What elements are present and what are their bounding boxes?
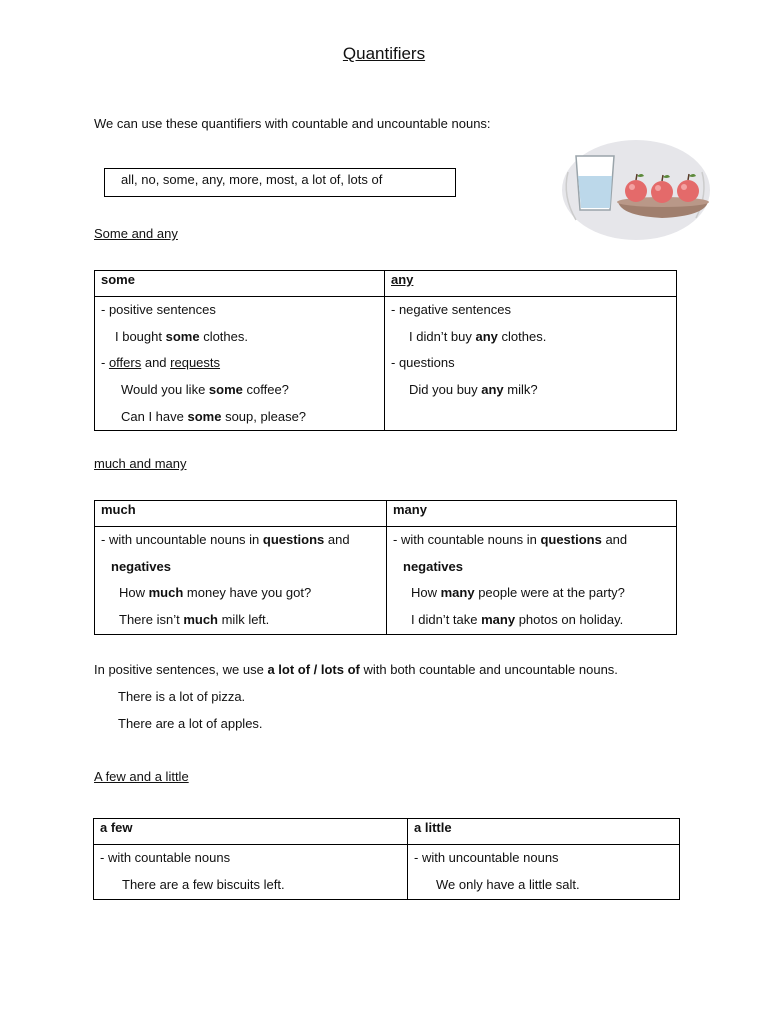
table-header-a-little: a little — [408, 819, 680, 845]
table-cell-any — [385, 297, 677, 431]
glass-and-apples-illustration-icon — [556, 136, 716, 248]
section-heading-some-any: Some and any — [94, 226, 178, 241]
example-sentence: We only have a little salt. — [436, 876, 580, 892]
list-item: - negative sentences — [391, 302, 511, 317]
example-sentence: I bought some clothes. — [115, 328, 248, 344]
some-any-table — [94, 270, 677, 431]
quantifier-list: all, no, some, any, more, most, a lot of, lots of — [121, 172, 383, 187]
table-cell-many — [387, 527, 677, 635]
example-sentence: Did you buy any milk? — [409, 382, 538, 398]
table-header-any: any — [385, 271, 677, 297]
example-sentence: How many people were at the party? — [411, 585, 625, 601]
much-many-table — [94, 500, 677, 635]
list-item: - with uncountable nouns in questions and — [101, 532, 350, 547]
table-cell-a-little — [408, 845, 680, 900]
list-item: negatives — [403, 558, 463, 574]
intro-text: We can use these quantifiers with countable and uncountable nouns: — [94, 116, 491, 131]
table-header-much: much — [95, 501, 387, 527]
list-item: - with countable nouns in questions and — [393, 532, 628, 547]
list-item: - with uncountable nouns — [414, 850, 559, 865]
example-sentence: There are a few biscuits left. — [122, 876, 285, 892]
list-item: - with countable nouns — [100, 850, 231, 865]
example-sentence: I didn’t buy any clothes. — [409, 328, 547, 344]
table-header-some: some — [95, 271, 385, 297]
table-header-a-few: a few — [94, 819, 408, 845]
list-item: - offers and requests — [101, 355, 221, 371]
lots-of-paragraph: In positive sentences, we use a lot of / lots of with both countable and uncountable nouns. — [94, 662, 618, 677]
table-cell-much — [95, 527, 387, 635]
quantifier-list-box — [104, 168, 456, 197]
example-sentence: How much money have you got? — [119, 585, 312, 601]
table-cell-a-few — [94, 845, 408, 900]
example-sentence: There isn’t much milk left. — [119, 612, 270, 628]
table-header-many: many — [387, 501, 677, 527]
list-item: - questions — [391, 355, 455, 371]
example-sentence: There is a lot of pizza. — [118, 689, 246, 704]
list-item: - positive sentences — [101, 302, 216, 317]
section-heading-much-many: much and many — [94, 456, 187, 471]
example-sentence: Would you like some coffee? — [121, 382, 289, 398]
page-title: Quantifiers — [342, 44, 426, 63]
table-cell-some — [95, 297, 385, 431]
example-sentence: There are a lot of apples. — [118, 716, 263, 731]
list-item: negatives — [111, 558, 171, 574]
example-sentence: I didn’t take many photos on holiday. — [411, 612, 624, 628]
example-sentence: Can I have some soup, please? — [121, 408, 307, 424]
few-little-table — [93, 818, 680, 900]
section-heading-few-little: A few and a little — [94, 769, 189, 784]
